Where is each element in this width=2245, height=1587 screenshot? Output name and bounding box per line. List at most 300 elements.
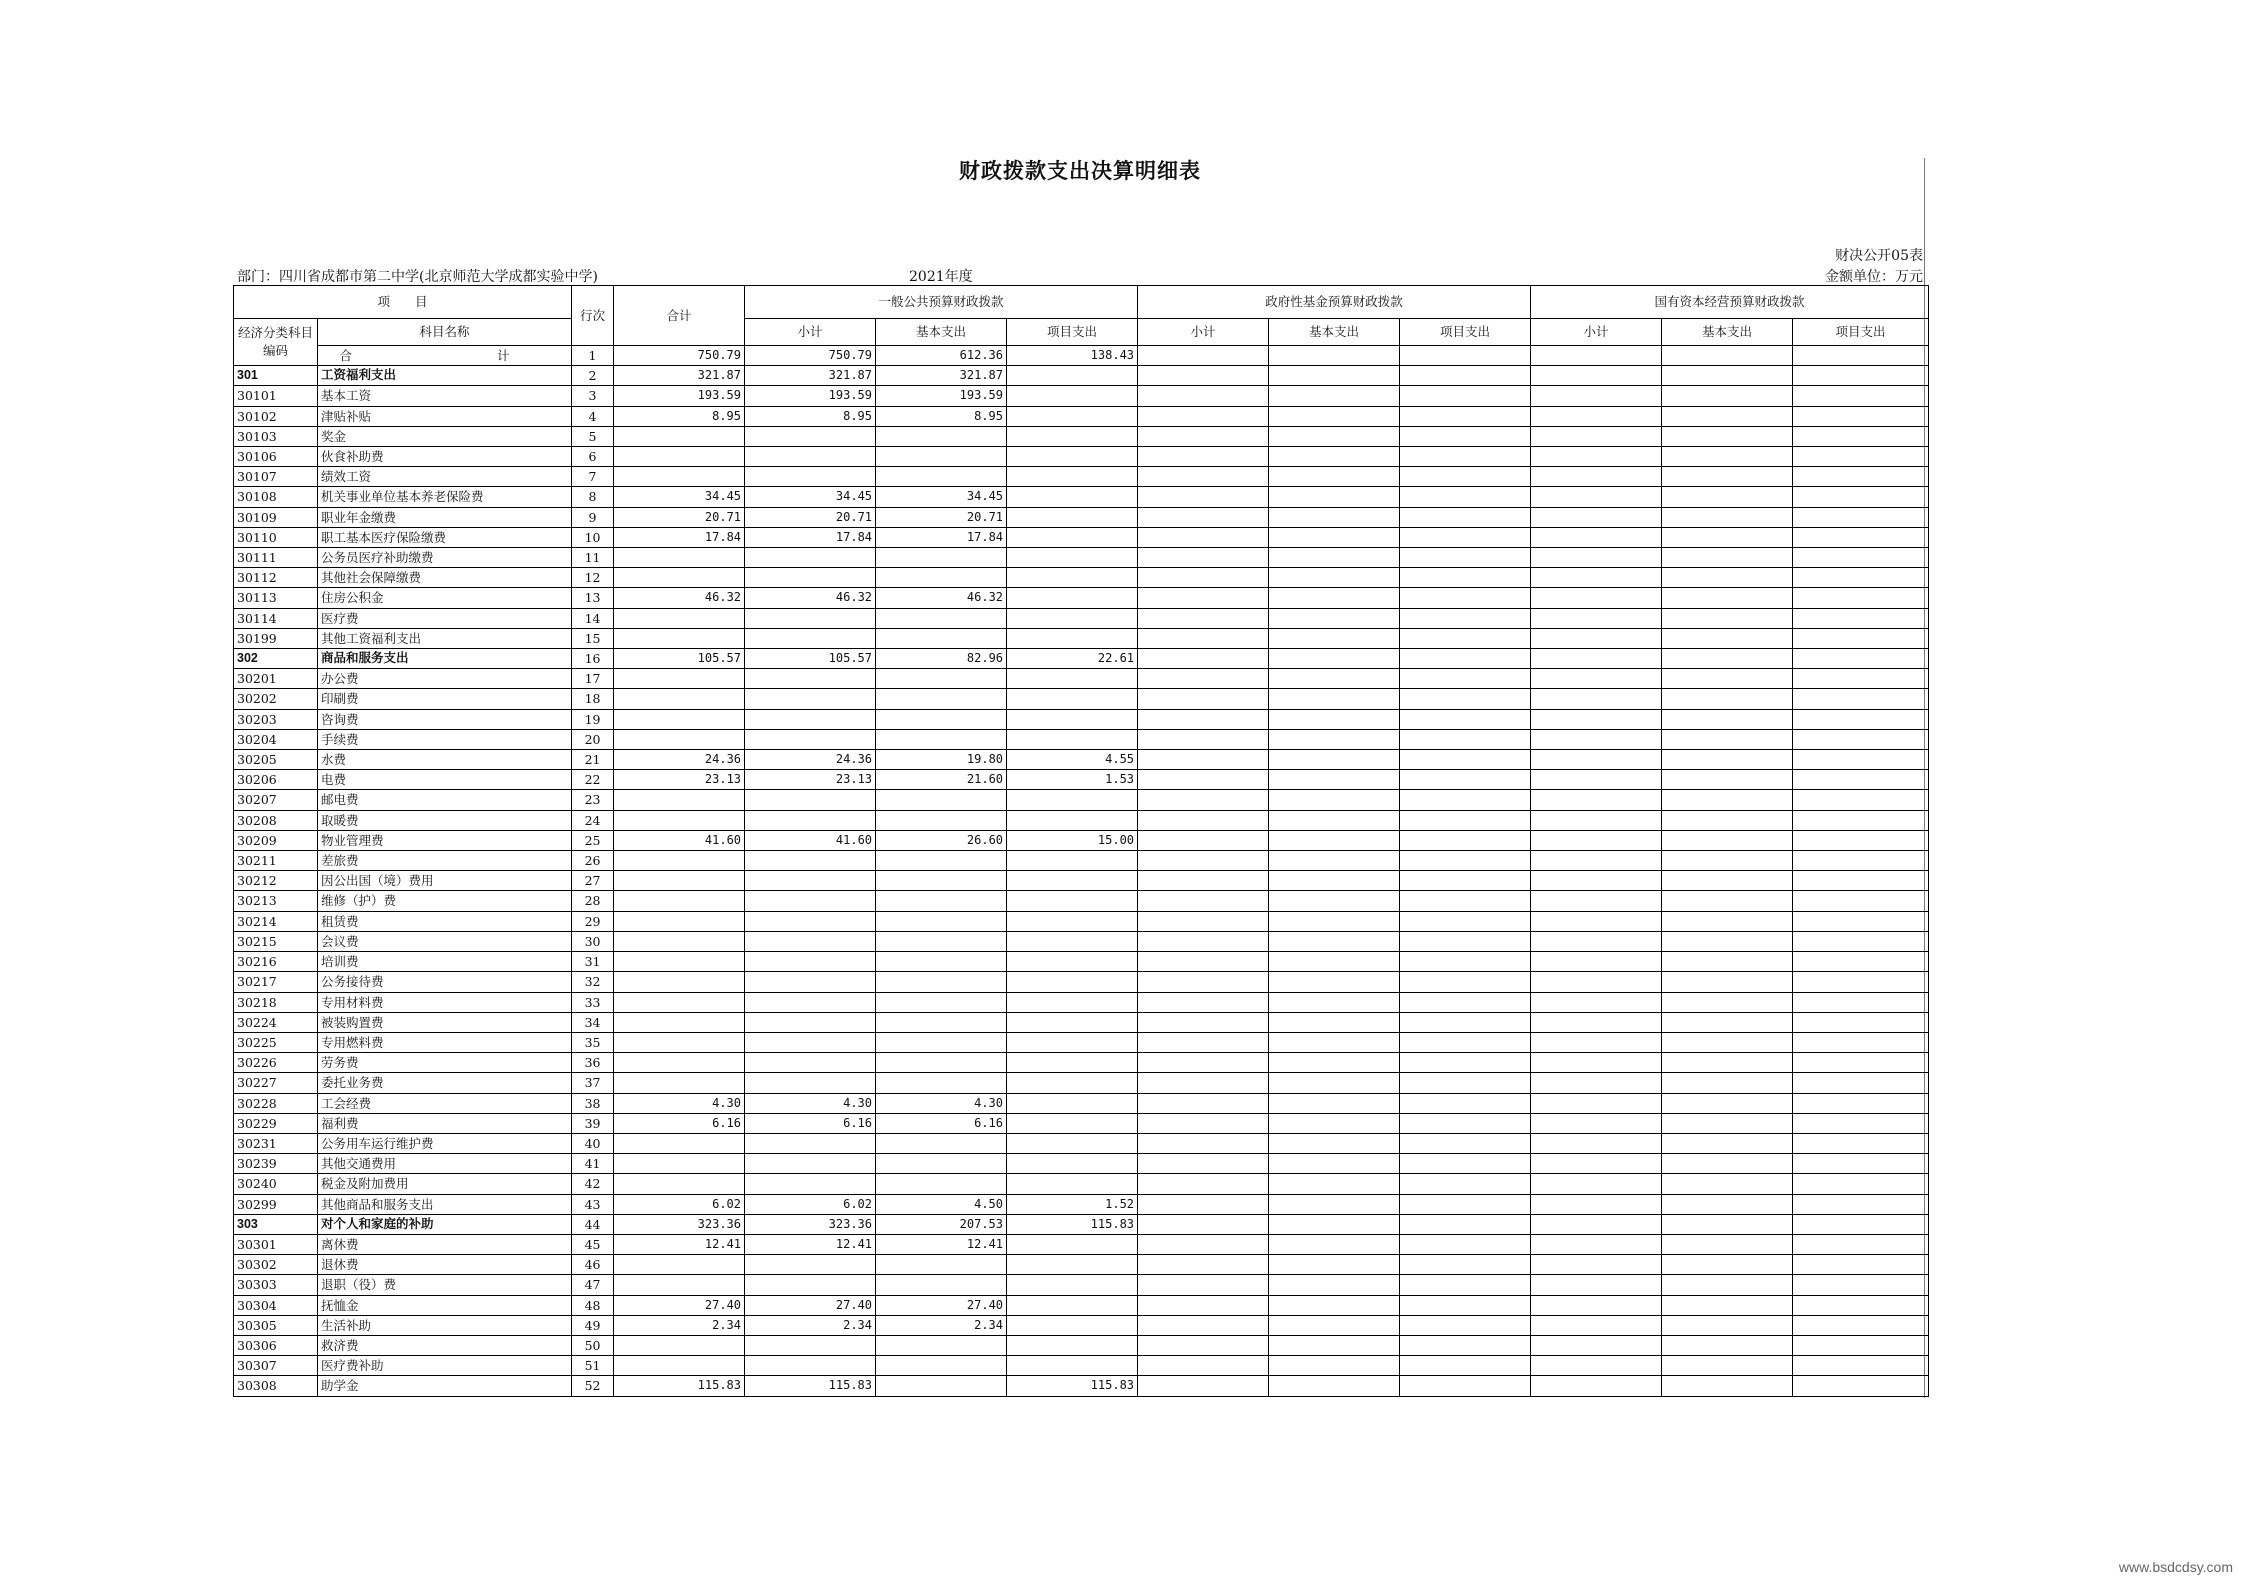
empty-cell — [1400, 790, 1531, 810]
empty-cell — [1662, 1093, 1793, 1113]
row-general-project: 115.83 — [1007, 1214, 1138, 1234]
table-row — [234, 1113, 1929, 1133]
empty-cell — [1793, 1032, 1929, 1052]
empty-cell — [1400, 1093, 1531, 1113]
empty-cell — [1662, 588, 1793, 608]
table-row — [234, 1194, 1929, 1214]
empty-cell — [1269, 810, 1400, 830]
row-general-project — [1007, 527, 1138, 547]
row-general-project — [1007, 447, 1138, 467]
empty-cell — [1400, 729, 1531, 749]
empty-cell — [1531, 1255, 1662, 1275]
row-line-no: 20 — [572, 729, 614, 749]
empty-cell — [1400, 851, 1531, 871]
row-general-basic — [876, 729, 1007, 749]
row-code: 30207 — [234, 790, 318, 810]
row-total — [614, 548, 745, 568]
row-subject-name: 租赁费 — [318, 911, 572, 931]
empty-cell — [1138, 952, 1269, 972]
empty-cell — [1531, 790, 1662, 810]
row-code: 30213 — [234, 891, 318, 911]
empty-cell — [1793, 1194, 1929, 1214]
empty-cell — [1269, 669, 1400, 689]
empty-cell — [1531, 709, 1662, 729]
row-total — [614, 608, 745, 628]
row-subject-name: 物业管理费 — [318, 830, 572, 850]
empty-cell — [1269, 588, 1400, 608]
row-general-basic — [876, 810, 1007, 830]
row-general-subtotal — [745, 1053, 876, 1073]
table-row — [234, 810, 1929, 830]
empty-cell — [1269, 992, 1400, 1012]
empty-cell — [1400, 426, 1531, 446]
empty-cell — [1269, 1073, 1400, 1093]
empty-cell — [1138, 851, 1269, 871]
row-line-no: 27 — [572, 871, 614, 891]
row-general-subtotal: 193.59 — [745, 386, 876, 406]
empty-cell — [1138, 1053, 1269, 1073]
empty-cell — [1793, 911, 1929, 931]
row-total — [614, 568, 745, 588]
empty-cell — [1269, 467, 1400, 487]
row-general-project — [1007, 709, 1138, 729]
empty-cell — [1531, 830, 1662, 850]
empty-cell — [1400, 931, 1531, 951]
empty-cell — [1269, 952, 1400, 972]
row-total — [614, 447, 745, 467]
empty-cell — [1400, 891, 1531, 911]
empty-cell — [1400, 1154, 1531, 1174]
row-subject-name: 奖金 — [318, 426, 572, 446]
row-total — [614, 1073, 745, 1093]
empty-cell — [1269, 527, 1400, 547]
row-subject-name: 医疗费 — [318, 608, 572, 628]
empty-cell — [1269, 851, 1400, 871]
empty-cell — [1793, 628, 1929, 648]
header-capital-basic: 基本支出 — [1662, 319, 1793, 346]
row-subject-name: 专用材料费 — [318, 992, 572, 1012]
row-general-basic — [876, 467, 1007, 487]
table-row — [234, 426, 1929, 446]
table-row — [234, 830, 1929, 850]
row-subject-name: 机关事业单位基本养老保险费 — [318, 487, 572, 507]
row-total: 193.59 — [614, 386, 745, 406]
row-line-no: 16 — [572, 649, 614, 669]
empty-cell — [1400, 548, 1531, 568]
row-line-no: 15 — [572, 628, 614, 648]
empty-cell — [1138, 770, 1269, 790]
empty-cell — [1138, 588, 1269, 608]
empty-cell — [1531, 871, 1662, 891]
empty-cell — [1662, 406, 1793, 426]
row-general-basic — [876, 911, 1007, 931]
fiscal-year: 2021年度 — [909, 269, 973, 285]
page-title: 财政拨款支出决算明细表 — [959, 158, 1201, 183]
empty-cell — [1531, 992, 1662, 1012]
empty-cell — [1793, 669, 1929, 689]
row-code: 30299 — [234, 1194, 318, 1214]
row-general-basic: 82.96 — [876, 649, 1007, 669]
empty-cell — [1269, 1356, 1400, 1376]
row-general-subtotal: 321.87 — [745, 366, 876, 386]
empty-cell — [1793, 1275, 1929, 1295]
empty-cell — [1662, 851, 1793, 871]
row-line-no: 10 — [572, 527, 614, 547]
row-general-project — [1007, 568, 1138, 588]
table-row — [234, 891, 1929, 911]
row-subject-name: 退休费 — [318, 1255, 572, 1275]
row-general-project — [1007, 1295, 1138, 1315]
row-general-basic — [876, 447, 1007, 467]
empty-cell — [1138, 1255, 1269, 1275]
empty-cell — [1531, 608, 1662, 628]
row-line-no: 13 — [572, 588, 614, 608]
row-line-no: 35 — [572, 1032, 614, 1052]
empty-cell — [1662, 669, 1793, 689]
table-row — [234, 366, 1929, 386]
row-subject-name: 住房公积金 — [318, 588, 572, 608]
empty-cell — [1793, 750, 1929, 770]
empty-cell — [1400, 1133, 1531, 1153]
empty-cell — [1531, 689, 1662, 709]
empty-cell — [1662, 608, 1793, 628]
empty-cell — [1138, 1073, 1269, 1093]
table-row — [234, 588, 1929, 608]
row-total — [614, 467, 745, 487]
row-general-basic — [876, 689, 1007, 709]
row-general-basic — [876, 608, 1007, 628]
row-general-subtotal — [745, 426, 876, 446]
header-general-subtotal: 小计 — [745, 319, 876, 346]
empty-cell — [1138, 487, 1269, 507]
row-general-project — [1007, 1315, 1138, 1335]
table-row — [234, 568, 1929, 588]
empty-cell — [1793, 1234, 1929, 1254]
amount-unit: 金额单位：万元 — [1825, 269, 1923, 285]
row-total — [614, 426, 745, 446]
header-gov-fund: 政府性基金预算财政拨款 — [1138, 286, 1531, 319]
empty-cell — [1138, 1234, 1269, 1254]
row-total — [614, 1255, 745, 1275]
header-state-capital: 国有资本经营预算财政拨款 — [1531, 286, 1929, 319]
empty-cell — [1531, 1376, 1662, 1396]
empty-cell — [1531, 366, 1662, 386]
row-total: 27.40 — [614, 1295, 745, 1315]
row-total — [614, 1275, 745, 1295]
row-line-no: 12 — [572, 568, 614, 588]
row-line-no: 2 — [572, 366, 614, 386]
row-line-no: 3 — [572, 386, 614, 406]
row-general-basic — [876, 790, 1007, 810]
row-total — [614, 851, 745, 871]
row-general-basic — [876, 992, 1007, 1012]
row-code: 30226 — [234, 1053, 318, 1073]
empty-cell — [1662, 507, 1793, 527]
empty-cell — [1531, 1356, 1662, 1376]
row-general-subtotal — [745, 931, 876, 951]
row-general-subtotal: 27.40 — [745, 1295, 876, 1315]
row-line-no: 24 — [572, 810, 614, 830]
row-general-basic — [876, 1073, 1007, 1093]
row-subject-name: 邮电费 — [318, 790, 572, 810]
empty-cell — [1793, 992, 1929, 1012]
header-fund-basic: 基本支出 — [1269, 319, 1400, 346]
empty-cell — [1531, 628, 1662, 648]
empty-cell — [1662, 729, 1793, 749]
row-general-basic — [876, 1174, 1007, 1194]
row-line-no: 31 — [572, 952, 614, 972]
row-general-project — [1007, 1073, 1138, 1093]
row-general-subtotal — [745, 871, 876, 891]
total-row-no: 1 — [572, 346, 614, 366]
empty-cell — [1138, 790, 1269, 810]
row-general-project — [1007, 1174, 1138, 1194]
empty-cell — [1531, 1032, 1662, 1052]
empty-cell — [1138, 386, 1269, 406]
empty-cell — [1662, 1154, 1793, 1174]
empty-cell — [1400, 972, 1531, 992]
empty-cell — [1793, 790, 1929, 810]
row-general-project — [1007, 891, 1138, 911]
row-code: 30217 — [234, 972, 318, 992]
empty-cell — [1269, 729, 1400, 749]
empty-cell — [1138, 830, 1269, 850]
row-code: 30206 — [234, 770, 318, 790]
row-general-project: 22.61 — [1007, 649, 1138, 669]
empty-cell — [1531, 588, 1662, 608]
empty-cell — [1269, 770, 1400, 790]
row-line-no: 50 — [572, 1335, 614, 1355]
empty-cell — [1400, 1032, 1531, 1052]
row-general-basic: 26.60 — [876, 830, 1007, 850]
table-row — [234, 871, 1929, 891]
empty-cell — [1793, 386, 1929, 406]
row-line-no: 17 — [572, 669, 614, 689]
empty-cell — [1400, 1376, 1531, 1396]
empty-cell — [1793, 1376, 1929, 1396]
empty-cell — [1662, 992, 1793, 1012]
row-general-project — [1007, 1255, 1138, 1275]
table-row — [234, 467, 1929, 487]
row-total — [614, 628, 745, 648]
empty-cell — [1662, 1133, 1793, 1153]
empty-cell — [1793, 588, 1929, 608]
empty-cell — [1269, 830, 1400, 850]
empty-cell — [1138, 1214, 1269, 1234]
row-total: 105.57 — [614, 649, 745, 669]
empty-cell — [1531, 891, 1662, 911]
table-row — [234, 689, 1929, 709]
empty-cell — [1138, 568, 1269, 588]
row-subject-name: 职业年金缴费 — [318, 507, 572, 527]
empty-cell — [1269, 1053, 1400, 1073]
row-subject-name: 伙食补助费 — [318, 447, 572, 467]
row-general-basic — [876, 1376, 1007, 1396]
row-general-basic: 207.53 — [876, 1214, 1007, 1234]
row-line-no: 37 — [572, 1073, 614, 1093]
empty-cell — [1400, 1255, 1531, 1275]
row-subject-name: 被装购置费 — [318, 1012, 572, 1032]
empty-cell — [1793, 1012, 1929, 1032]
row-code: 30111 — [234, 548, 318, 568]
header-subject-name: 科目名称 — [318, 319, 572, 346]
empty-cell — [1662, 952, 1793, 972]
empty-cell — [1138, 628, 1269, 648]
empty-cell — [1793, 689, 1929, 709]
empty-cell — [1793, 1356, 1929, 1376]
row-general-project — [1007, 669, 1138, 689]
empty-cell — [1400, 992, 1531, 1012]
row-total: 8.95 — [614, 406, 745, 426]
empty-cell — [1400, 588, 1531, 608]
table-row — [234, 608, 1929, 628]
row-general-basic: 34.45 — [876, 487, 1007, 507]
form-code: 财决公开05表 — [1835, 248, 1923, 264]
header-capital-subtotal: 小计 — [1531, 319, 1662, 346]
row-general-project — [1007, 992, 1138, 1012]
empty-cell — [1531, 1073, 1662, 1093]
empty-cell — [1662, 810, 1793, 830]
empty-cell — [1531, 851, 1662, 871]
empty-cell — [1531, 1275, 1662, 1295]
row-general-basic: 21.60 — [876, 770, 1007, 790]
row-line-no: 4 — [572, 406, 614, 426]
row-total: 46.32 — [614, 588, 745, 608]
row-general-basic: 12.41 — [876, 1234, 1007, 1254]
row-line-no: 6 — [572, 447, 614, 467]
row-general-basic — [876, 1356, 1007, 1376]
row-general-basic — [876, 891, 1007, 911]
empty-cell — [1400, 608, 1531, 628]
table-row — [234, 709, 1929, 729]
row-general-project — [1007, 1275, 1138, 1295]
table-row — [234, 1154, 1929, 1174]
row-code: 30107 — [234, 467, 318, 487]
row-subject-name: 绩效工资 — [318, 467, 572, 487]
empty-cell — [1269, 750, 1400, 770]
row-subject-name: 培训费 — [318, 952, 572, 972]
row-general-project — [1007, 952, 1138, 972]
empty-cell — [1531, 649, 1662, 669]
row-general-basic: 8.95 — [876, 406, 1007, 426]
empty-cell — [1269, 1295, 1400, 1315]
empty-cell — [1269, 366, 1400, 386]
empty-cell — [1138, 911, 1269, 931]
table-row — [234, 1255, 1929, 1275]
empty-cell — [1662, 1012, 1793, 1032]
row-code: 30114 — [234, 608, 318, 628]
row-general-project — [1007, 1234, 1138, 1254]
empty-cell — [1138, 931, 1269, 951]
row-general-subtotal — [745, 628, 876, 648]
row-subject-name: 印刷费 — [318, 689, 572, 709]
empty-cell — [1138, 891, 1269, 911]
row-code: 30211 — [234, 851, 318, 871]
row-subject-name: 工会经费 — [318, 1093, 572, 1113]
row-line-no: 11 — [572, 548, 614, 568]
table-row — [234, 1032, 1929, 1052]
empty-cell — [1662, 891, 1793, 911]
row-general-basic — [876, 1255, 1007, 1275]
row-code: 30101 — [234, 386, 318, 406]
empty-cell — [1531, 729, 1662, 749]
row-subject-name: 会议费 — [318, 931, 572, 951]
row-general-basic — [876, 1032, 1007, 1052]
table-row — [234, 669, 1929, 689]
empty-cell — [1662, 790, 1793, 810]
row-code: 303 — [234, 1214, 318, 1234]
empty-cell — [1269, 1214, 1400, 1234]
row-general-project — [1007, 871, 1138, 891]
row-general-basic — [876, 709, 1007, 729]
row-general-subtotal: 8.95 — [745, 406, 876, 426]
empty-cell — [1531, 487, 1662, 507]
empty-cell — [1662, 628, 1793, 648]
empty-cell — [1662, 1335, 1793, 1355]
empty-cell — [1662, 426, 1793, 446]
table-row — [234, 931, 1929, 951]
row-subject-name: 手续费 — [318, 729, 572, 749]
row-general-subtotal — [745, 689, 876, 709]
empty-cell — [1793, 608, 1929, 628]
row-line-no: 36 — [572, 1053, 614, 1073]
row-general-subtotal — [745, 1012, 876, 1032]
row-total: 41.60 — [614, 830, 745, 850]
row-subject-name: 办公费 — [318, 669, 572, 689]
empty-cell — [1269, 1234, 1400, 1254]
row-subject-name: 工资福利支出 — [318, 366, 572, 386]
empty-cell — [1793, 487, 1929, 507]
row-general-project — [1007, 426, 1138, 446]
empty-cell — [1269, 1194, 1400, 1214]
table-row — [234, 628, 1929, 648]
empty-cell — [1269, 386, 1400, 406]
empty-cell — [1531, 1133, 1662, 1153]
empty-cell — [1400, 689, 1531, 709]
header-fund-subtotal: 小计 — [1138, 319, 1269, 346]
row-line-no: 48 — [572, 1295, 614, 1315]
row-subject-name: 福利费 — [318, 1113, 572, 1133]
row-subject-name: 咨询费 — [318, 709, 572, 729]
empty-cell — [1269, 628, 1400, 648]
empty-cell — [1662, 1113, 1793, 1133]
empty-cell — [1531, 1214, 1662, 1234]
empty-cell — [1531, 386, 1662, 406]
row-general-basic — [876, 931, 1007, 951]
row-subject-name: 因公出国（境）费用 — [318, 871, 572, 891]
watermark-text: www.bsdcdsy.com — [2118, 1559, 2233, 1575]
empty-cell — [1269, 507, 1400, 527]
empty-cell — [1531, 1315, 1662, 1335]
empty-cell — [1662, 1174, 1793, 1194]
empty-cell — [1793, 972, 1929, 992]
row-general-basic — [876, 669, 1007, 689]
header-econ-code: 经济分类科目编码 — [234, 319, 318, 366]
table-row — [234, 911, 1929, 931]
row-general-basic — [876, 1053, 1007, 1073]
row-subject-name: 生活补助 — [318, 1315, 572, 1335]
row-code: 301 — [234, 366, 318, 386]
row-general-subtotal — [745, 1174, 876, 1194]
row-general-subtotal: 34.45 — [745, 487, 876, 507]
empty-cell — [1400, 709, 1531, 729]
row-code: 30306 — [234, 1335, 318, 1355]
empty-cell — [1138, 1315, 1269, 1335]
row-line-no: 38 — [572, 1093, 614, 1113]
row-total: 6.02 — [614, 1194, 745, 1214]
empty-cell — [1662, 386, 1793, 406]
row-subject-name: 取暖费 — [318, 810, 572, 830]
